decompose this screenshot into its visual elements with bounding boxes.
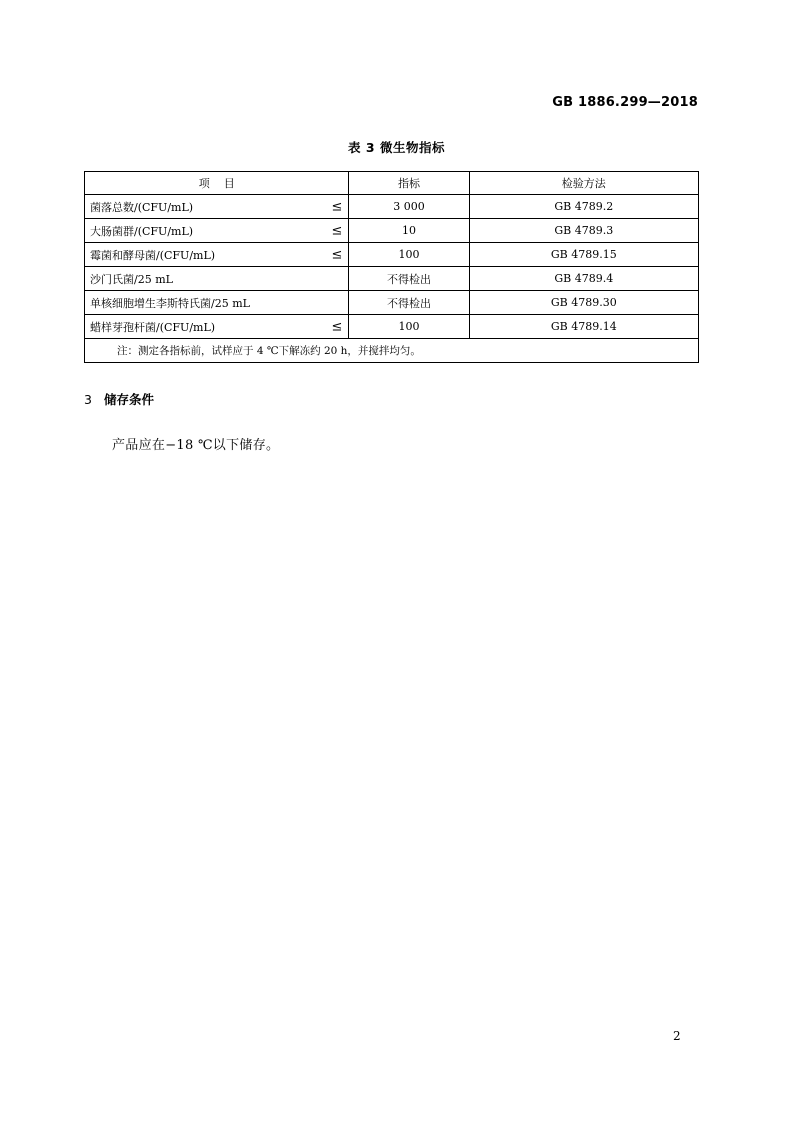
method-cell: GB 4789.14 [469, 315, 698, 339]
standard-code: GB 1886.299—2018 [552, 95, 698, 110]
item-label: 菌落总数/(CFU/mL) [90, 200, 194, 214]
table-row [85, 267, 699, 291]
item-cell [85, 243, 349, 267]
table-row [85, 219, 699, 243]
less-equal-symbol: ≤ [331, 199, 343, 214]
limit-cell: 100 [349, 243, 469, 267]
table-note: 注：测定各指标前，试样应于 4 ℃下解冻约 20 h，并搅拌均匀。 [85, 339, 699, 363]
section-number: 3 [84, 392, 92, 407]
item-label: 大肠菌群/(CFU/mL) [90, 224, 194, 238]
page-number: 2 [673, 1029, 681, 1043]
table-caption: 表 3 微生物指标 [348, 140, 445, 155]
section-heading [84, 390, 154, 408]
method-cell: GB 4789.30 [469, 291, 698, 315]
section-body-text: 产品应在−18 ℃以下储存。 [112, 438, 280, 453]
item-label: 单核细胞增生李斯特氏菌/25 mL [90, 296, 250, 310]
section-title: 储存条件 [103, 392, 154, 407]
limit-cell: 不得检出 [349, 291, 469, 315]
method-cell: GB 4789.15 [469, 243, 698, 267]
item-cell [85, 315, 349, 339]
table-note-row [85, 339, 699, 363]
limit-cell: 100 [349, 315, 469, 339]
table-header-row [85, 172, 699, 195]
column-header-method: 检验方法 [469, 172, 698, 195]
item-label: 沙门氏菌/25 mL [90, 272, 173, 286]
item-cell [85, 291, 349, 315]
table-row [85, 291, 699, 315]
limit-cell: 不得检出 [349, 267, 469, 291]
table-row [85, 243, 699, 267]
microbial-spec-table [84, 171, 699, 363]
less-equal-symbol: ≤ [331, 247, 343, 262]
table-row [85, 195, 699, 219]
item-label: 蜡样芽孢杆菌/(CFU/mL) [90, 320, 216, 334]
limit-cell: 3 000 [349, 195, 469, 219]
less-equal-symbol: ≤ [331, 319, 343, 334]
column-header-limit: 指标 [349, 172, 469, 195]
method-cell: GB 4789.2 [469, 195, 698, 219]
limit-cell: 10 [349, 219, 469, 243]
item-cell [85, 219, 349, 243]
table-row [85, 315, 699, 339]
item-cell [85, 267, 349, 291]
less-equal-symbol: ≤ [331, 223, 343, 238]
item-label: 霉菌和酵母菌/(CFU/mL) [90, 248, 216, 262]
method-cell: GB 4789.4 [469, 267, 698, 291]
column-header-item: 项 目 [85, 172, 349, 195]
item-cell [85, 195, 349, 219]
method-cell: GB 4789.3 [469, 219, 698, 243]
